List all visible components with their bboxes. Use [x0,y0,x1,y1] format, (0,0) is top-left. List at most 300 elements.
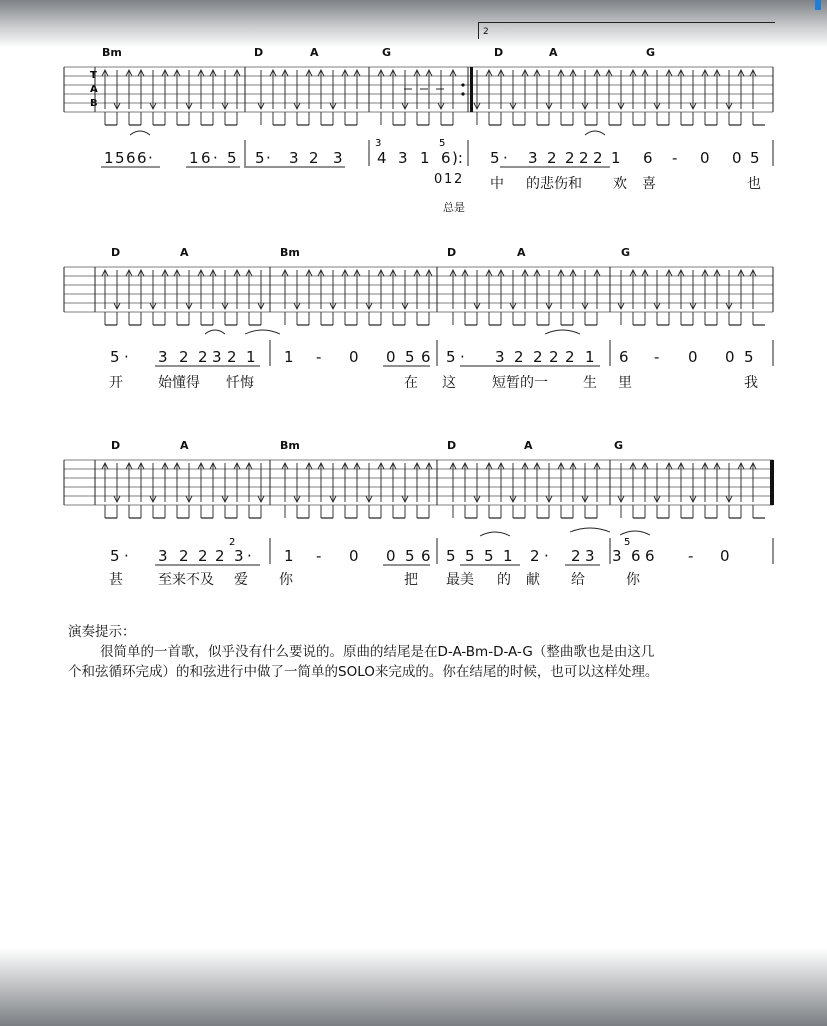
strum-up-arrowhead [558,270,564,276]
strum-up-arrowhead [318,70,324,76]
note: · [124,547,129,565]
strum-up-arrowhead [210,70,216,76]
strum-up-arrowhead [306,70,312,76]
strum-down-arrowhead [510,103,516,109]
strum-down-arrowhead [726,496,732,502]
note: - [316,547,322,565]
strum-up-arrowhead [714,463,720,469]
note: 6 [137,149,147,167]
note: 6 [441,149,451,167]
strum-down-arrowhead [222,103,228,109]
grace-note: 5 [624,537,631,548]
repeat-dot [461,83,464,86]
lyric: 短暂的一 [492,375,548,391]
strum-up-arrowhead [414,270,420,276]
lyric: 你 [279,572,293,588]
strum-up-arrowhead [174,270,180,276]
strum-down-arrowhead [330,103,336,109]
strum-up-arrowhead [138,270,144,276]
strum-up-arrowhead [270,70,276,76]
repeat-dot [461,92,464,95]
strum-up-arrowhead [570,70,576,76]
chord-symbol: A [549,46,558,59]
strum-up-arrowhead [198,70,204,76]
strum-up-arrowhead [306,463,312,469]
chord-symbol: D [447,439,457,452]
note: 5 [110,547,120,565]
strum-down-arrowhead [150,303,156,309]
strum-up-arrowhead [102,70,108,76]
chord-symbol: G [614,439,624,452]
note: 1 [189,149,199,167]
strum-down-arrowhead [474,496,480,502]
sub-lyric: 总是 [443,201,465,214]
lyric: 至来不及 [158,572,214,588]
lyric: 中 [490,176,504,192]
chord-symbol: G [382,46,392,59]
lyric: 的悲伤和 [526,176,582,192]
lyric: 你 [626,572,640,588]
note: 0 [349,348,359,366]
note: 0 [725,348,735,366]
strum-up-arrowhead [642,270,648,276]
strum-up-arrowhead [630,270,636,276]
tie-slur [570,528,610,532]
tie-slur [205,330,225,334]
strum-up-arrowhead [642,463,648,469]
strum-up-arrowhead [414,463,420,469]
note: · [544,547,549,565]
strum-up-arrowhead [486,70,492,76]
strum-up-arrowhead [534,463,540,469]
strum-up-arrowhead [390,463,396,469]
strum-up-arrowhead [126,270,132,276]
strum-down-arrowhead [654,496,660,502]
note: 3 [289,149,299,167]
strum-up-arrowhead [246,463,252,469]
strum-up-arrowhead [414,70,420,76]
note: 2 [198,547,208,565]
strum-up-arrowhead [282,270,288,276]
strum-up-arrowhead [702,270,708,276]
final-barline [770,460,774,505]
strum-up-arrowhead [714,270,720,276]
note: 0 [688,348,698,366]
strum-up-arrowhead [138,463,144,469]
lyric: 始懂得 [158,375,200,391]
strum-up-arrowhead [126,463,132,469]
strum-up-arrowhead [750,70,756,76]
note: 5 [255,149,265,167]
note: 1 [284,348,294,366]
strum-up-arrowhead [210,463,216,469]
strum-up-arrowhead [630,70,636,76]
strum-down-arrowhead [366,303,372,309]
strum-up-arrowhead [570,463,576,469]
strum-up-arrowhead [570,270,576,276]
chord-symbol: D [254,46,264,59]
note: 3 [333,149,343,167]
note: · [213,149,218,167]
strum-up-arrowhead [522,270,528,276]
strum-up-arrowhead [210,270,216,276]
strum-up-arrowhead [738,463,744,469]
strum-down-arrowhead [330,303,336,309]
second-ending-number: 2 [483,27,489,37]
strum-up-arrowhead [126,70,132,76]
strum-up-arrowhead [450,70,456,76]
strum-down-arrowhead [582,103,588,109]
strum-up-arrowhead [486,463,492,469]
strum-up-arrowhead [498,270,504,276]
note: - [688,547,694,565]
note: 6 [631,547,641,565]
strum-down-arrowhead [582,303,588,309]
strum-up-arrowhead [234,463,240,469]
pickup-note: 1 [444,172,453,187]
strum-down-arrowhead [222,303,228,309]
note: 2 [179,547,189,565]
strum-down-arrowhead [294,103,300,109]
repeat-end: ): [452,149,463,167]
lyric: 把 [404,572,418,588]
strum-down-arrowhead [474,103,480,109]
strum-up-arrowhead [498,463,504,469]
note: · [124,348,129,366]
note: · [266,149,271,167]
note: 5 [744,348,754,366]
note: 0 [386,547,396,565]
note: 0 [700,149,710,167]
note: · [148,149,153,167]
strum-down-arrowhead [402,303,408,309]
strum-down-arrowhead [726,103,732,109]
strum-down-arrowhead [186,303,192,309]
chord-symbol: A [310,46,319,59]
strum-up-arrowhead [534,270,540,276]
note: 1 [104,149,114,167]
strum-up-arrowhead [594,70,600,76]
chord-symbol: Bm [102,46,122,59]
chord-symbol: A [524,439,533,452]
lyric: 喜 [642,176,656,192]
note: 2 [530,547,540,565]
bottom-gradient [0,948,827,1026]
grace-note: 2 [229,537,236,548]
note: 4 [377,149,387,167]
strum-down-arrowhead [438,103,444,109]
strum-up-arrowhead [234,70,240,76]
pickup-note: 2 [454,172,463,187]
strum-up-arrowhead [426,70,432,76]
chord-symbol: G [621,246,631,259]
strum-up-arrowhead [378,70,384,76]
note: 3 [495,348,505,366]
note: 2 [533,348,543,366]
note: 5 [446,348,456,366]
strum-up-arrowhead [702,70,708,76]
strum-up-arrowhead [174,463,180,469]
strum-up-arrowhead [702,463,708,469]
strum-up-arrowhead [390,270,396,276]
strum-down-arrowhead [654,103,660,109]
strum-up-arrowhead [594,463,600,469]
strum-down-arrowhead [114,496,120,502]
note: 6 [645,547,655,565]
tie-slur [585,131,605,135]
lyric: 甚 [109,572,123,588]
strum-down-arrowhead [510,303,516,309]
note: 1 [585,348,595,366]
note: - [654,348,660,366]
strum-up-arrowhead [738,270,744,276]
lyric: 生 [583,375,597,391]
strum-down-arrowhead [582,496,588,502]
strum-up-arrowhead [642,70,648,76]
lyric: 在 [404,375,418,391]
note: 1 [611,149,621,167]
tie-slur [545,330,580,334]
lyric: 我 [744,375,758,391]
strum-down-arrowhead [150,496,156,502]
strum-up-arrowhead [630,463,636,469]
strum-up-arrowhead [354,463,360,469]
strum-up-arrowhead [198,270,204,276]
strum-up-arrowhead [666,463,672,469]
strum-up-arrowhead [522,463,528,469]
strum-up-arrowhead [342,463,348,469]
note: 2 [198,348,208,366]
note: 2 [179,348,189,366]
strum-up-arrowhead [462,270,468,276]
note: 5 [227,149,237,167]
tie-slur [480,532,510,536]
strum-down-arrowhead [258,303,264,309]
strum-down-arrowhead [690,303,696,309]
strum-up-arrowhead [426,463,432,469]
chord-symbol: A [180,246,189,259]
strum-up-arrowhead [666,270,672,276]
note: 3 [585,547,595,565]
lyric: 欢 [613,176,627,192]
strum-down-arrowhead [186,496,192,502]
svg-text:T: T [90,70,97,81]
strum-down-arrowhead [402,103,408,109]
note: 1 [284,547,294,565]
strum-down-arrowhead [114,303,120,309]
strum-up-arrowhead [138,70,144,76]
strum-up-arrowhead [162,270,168,276]
strum-down-arrowhead [654,303,660,309]
strum-down-arrowhead [330,496,336,502]
strum-up-arrowhead [594,270,600,276]
note: · [503,149,508,167]
strum-up-arrowhead [102,463,108,469]
note: 5 [405,547,415,565]
note: 6 [421,348,431,366]
strum-up-arrowhead [378,463,384,469]
note: 2 [549,348,559,366]
strum-up-arrowhead [450,270,456,276]
note: · [247,547,252,565]
lyric: 这 [442,375,456,391]
lyric: 献 [526,572,540,588]
corner-marker [815,0,821,10]
strum-down-arrowhead [294,303,300,309]
chord-symbol: G [646,46,656,59]
strum-up-arrowhead [750,270,756,276]
strum-down-arrowhead [618,496,624,502]
note: 6 [421,547,431,565]
note: 3 [612,547,622,565]
note: 2 [593,149,603,167]
strum-up-arrowhead [354,270,360,276]
strum-up-arrowhead [666,70,672,76]
strum-down-arrowhead [258,103,264,109]
lyric: 也 [747,176,761,192]
lyric: 最美 [446,572,474,588]
note: 2 [565,149,575,167]
strum-up-arrowhead [714,70,720,76]
strum-up-arrowhead [342,270,348,276]
strum-up-arrowhead [282,463,288,469]
strum-down-arrowhead [474,303,480,309]
strum-up-arrowhead [390,70,396,76]
strum-down-arrowhead [618,103,624,109]
note: 6 [201,149,211,167]
strum-up-arrowhead [558,463,564,469]
grace-note: 5 [439,138,446,149]
note: 0 [386,348,396,366]
note: 2 [309,149,319,167]
note: 0 [349,547,359,565]
note: 5 [115,149,125,167]
strum-down-arrowhead [618,303,624,309]
lyric: 里 [618,375,632,391]
lyric: 给 [571,572,585,588]
strum-up-arrowhead [738,70,744,76]
tips-line-1: 很简单的一首歌，似乎没有什么要说的。原曲的结尾是在D-A-Bm-D-A-G（整曲歌也是由这几 [100,644,655,660]
note: 3 [398,149,408,167]
strum-up-arrowhead [498,70,504,76]
note: 5 [465,547,475,565]
note: 2 [579,149,589,167]
strum-down-arrowhead [402,496,408,502]
chord-symbol: A [517,246,526,259]
note: 2 [215,547,225,565]
note: 1 [503,547,513,565]
strum-up-arrowhead [606,70,612,76]
note: 1 [420,149,430,167]
svg-text:A: A [90,84,98,95]
chord-symbol: D [111,439,121,452]
chord-symbol: A [180,439,189,452]
note: 2 [547,149,557,167]
note: 6 [643,149,653,167]
note: 6 [126,149,136,167]
note: - [316,348,322,366]
strum-down-arrowhead [294,496,300,502]
tie-slur [245,330,280,334]
strum-down-arrowhead [546,496,552,502]
note: 5 [446,547,456,565]
strum-up-arrowhead [678,270,684,276]
strum-down-arrowhead [150,103,156,109]
strum-up-arrowhead [318,270,324,276]
note: 3 [212,348,222,366]
tips-line-2: 个和弦循环完成）的和弦进行中做了一简单的SOLO来完成的。你在结尾的时候，也可以这样处理。 [68,664,659,680]
strum-up-arrowhead [306,270,312,276]
grace-note: 3 [375,138,382,149]
strum-up-arrowhead [102,270,108,276]
note: 2 [565,348,575,366]
note: 5 [405,348,415,366]
note: 2 [571,547,581,565]
lyric: 的 [497,572,511,588]
pickup-note: 0 [434,172,443,187]
strum-down-arrowhead [690,496,696,502]
note: 3 [234,547,244,565]
strum-up-arrowhead [750,463,756,469]
strum-down-arrowhead [366,496,372,502]
note: 6 [619,348,629,366]
strum-up-arrowhead [162,70,168,76]
strum-up-arrowhead [174,70,180,76]
note: 5 [110,348,120,366]
strum-up-arrowhead [534,70,540,76]
chord-symbol: Bm [280,439,300,452]
strum-down-arrowhead [690,103,696,109]
note: 2 [514,348,524,366]
strum-down-arrowhead [726,303,732,309]
strum-up-arrowhead [234,270,240,276]
chord-symbol: D [447,246,457,259]
strum-up-arrowhead [450,463,456,469]
note: 5 [490,149,500,167]
strum-up-arrowhead [246,270,252,276]
note: 3 [158,547,168,565]
note: 2 [227,348,237,366]
strum-down-arrowhead [546,103,552,109]
strum-up-arrowhead [426,270,432,276]
note: · [460,348,465,366]
lyric: 忏悔 [226,375,254,391]
second-ending-bracket [478,22,775,39]
lyric: 开 [109,375,123,391]
chord-symbol: D [111,246,121,259]
strum-up-arrowhead [342,70,348,76]
strum-down-arrowhead [546,303,552,309]
strum-up-arrowhead [462,463,468,469]
repeat-thick-bar [470,67,473,112]
strum-up-arrowhead [282,70,288,76]
strum-down-arrowhead [186,103,192,109]
strum-up-arrowhead [378,270,384,276]
strum-up-arrowhead [486,270,492,276]
strum-up-arrowhead [354,70,360,76]
chord-symbol: D [494,46,504,59]
note: 1 [246,348,256,366]
svg-text:B: B [90,98,98,109]
note: 5 [750,149,760,167]
note: 0 [732,149,742,167]
tie-slur [130,131,150,135]
strum-down-arrowhead [510,496,516,502]
chord-symbol: Bm [280,246,300,259]
strum-up-arrowhead [318,463,324,469]
strum-up-arrowhead [678,463,684,469]
strum-up-arrowhead [162,463,168,469]
